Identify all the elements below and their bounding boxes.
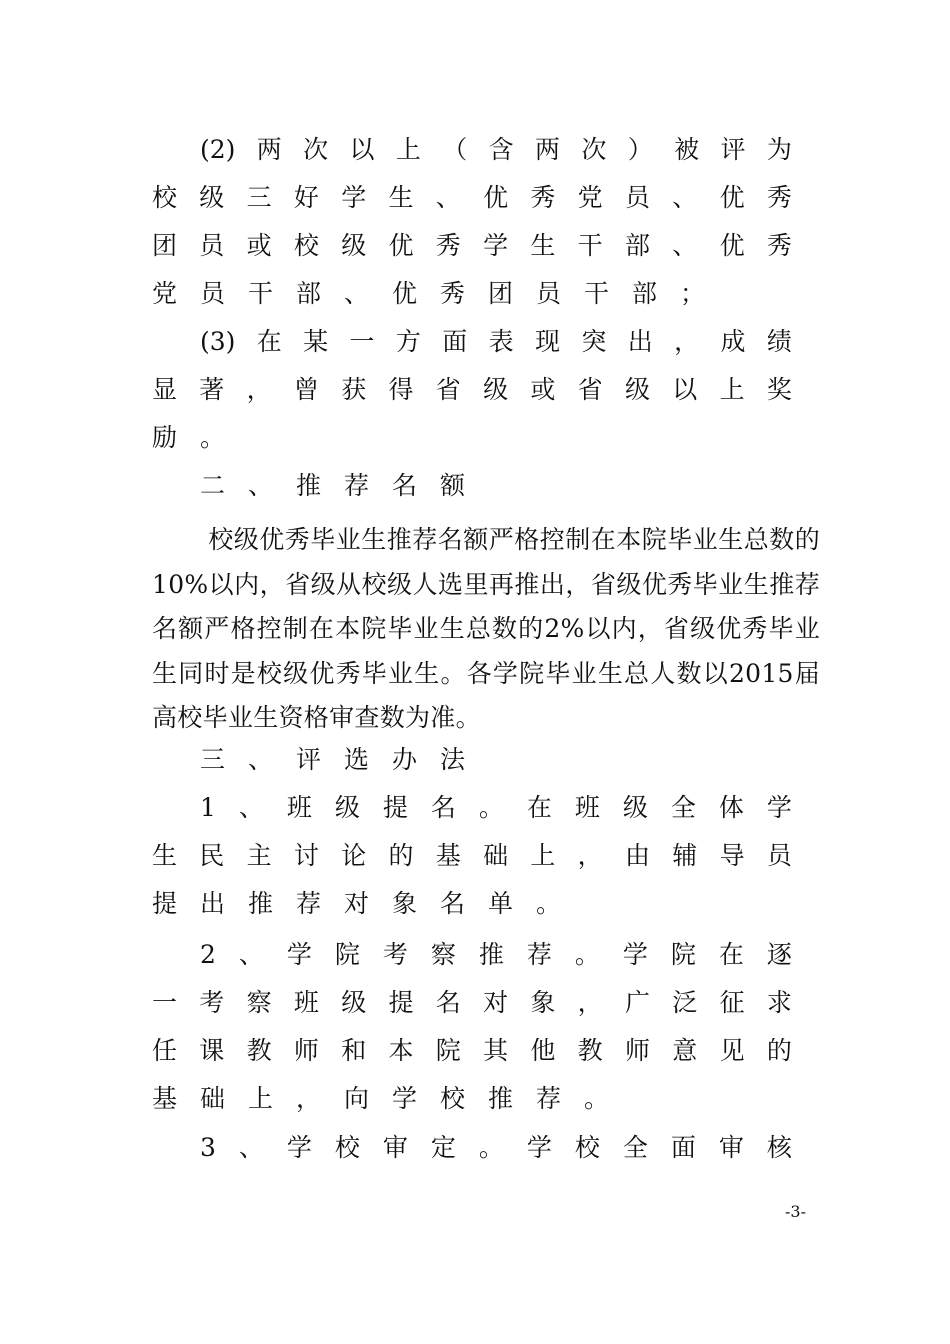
glyph: 。 — [536, 889, 562, 918]
glyph: 曾 — [293, 375, 319, 404]
glyph: 在 — [256, 327, 282, 356]
glyph: 为 — [766, 135, 792, 164]
glyph: (3) — [200, 327, 236, 356]
glyph: 奖 — [766, 375, 792, 404]
text-line — [200, 788, 792, 828]
glyph: 基 — [435, 841, 461, 870]
glyph: 部 — [296, 279, 322, 308]
glyph: 秀 — [766, 183, 792, 212]
page-number: -3- — [785, 1202, 806, 1221]
glyph: 评 — [296, 745, 322, 774]
glyph: 提 — [152, 889, 178, 918]
glyph: 表 — [488, 327, 514, 356]
glyph: 级 — [341, 988, 367, 1017]
glyph: 、 — [672, 231, 698, 260]
glyph: 级 — [199, 183, 225, 212]
glyph: 级 — [624, 375, 650, 404]
glyph: 、 — [672, 183, 698, 212]
glyph: 。 — [584, 1084, 610, 1113]
glyph: 或 — [530, 375, 556, 404]
glyph: 学 — [483, 231, 509, 260]
glyph: 突 — [581, 327, 607, 356]
glyph: 逐 — [766, 940, 792, 969]
glyph: 省 — [577, 375, 603, 404]
glyph: 。 — [478, 793, 504, 822]
glyph: 面 — [670, 1133, 696, 1162]
glyph: 班 — [286, 793, 312, 822]
glyph: 学 — [286, 940, 312, 969]
glyph: 级 — [334, 793, 360, 822]
glyph: 名 — [435, 988, 461, 1017]
glyph: 员 — [624, 183, 650, 212]
glyph: 班 — [293, 988, 319, 1017]
glyph: 全 — [670, 793, 696, 822]
glyph: 生 — [388, 183, 414, 212]
glyph: 象 — [530, 988, 556, 1017]
glyph: 由 — [624, 841, 650, 870]
glyph: 党 — [577, 183, 603, 212]
glyph: 校 — [334, 1133, 360, 1162]
glyph: 某 — [303, 327, 329, 356]
glyph: 广 — [624, 988, 650, 1017]
glyph: 部 — [624, 231, 650, 260]
glyph: 在 — [526, 793, 552, 822]
glyph: 员 — [536, 279, 562, 308]
glyph: 秀 — [530, 183, 556, 212]
glyph: ， — [674, 327, 700, 356]
glyph: 校 — [293, 231, 319, 260]
glyph: 显 — [152, 375, 178, 404]
glyph: 校 — [440, 1084, 466, 1113]
text-line — [200, 322, 792, 362]
glyph: 学 — [286, 1133, 312, 1162]
glyph: 优 — [719, 183, 745, 212]
glyph: 见 — [719, 1036, 745, 1065]
glyph: 础 — [483, 841, 509, 870]
glyph: 单 — [488, 889, 514, 918]
glyph: 对 — [344, 889, 370, 918]
glyph: 党 — [152, 279, 178, 308]
glyph: 评 — [720, 135, 746, 164]
glyph: 在 — [718, 940, 744, 969]
glyph: ， — [577, 988, 603, 1017]
glyph: 员 — [199, 231, 225, 260]
glyph: 荐 — [296, 889, 322, 918]
glyph: 、 — [344, 279, 370, 308]
glyph: 推 — [488, 1084, 514, 1113]
glyph: 上 — [530, 841, 556, 870]
glyph: 次 — [303, 135, 329, 164]
text-line — [200, 1128, 792, 1168]
glyph: 干 — [248, 279, 274, 308]
glyph: 学 — [766, 793, 792, 822]
glyph: 。 — [574, 940, 600, 969]
glyph: 提 — [388, 988, 414, 1017]
glyph: 教 — [577, 1036, 603, 1065]
glyph: 名 — [430, 793, 456, 822]
glyph: 一 — [349, 327, 375, 356]
glyph: 生 — [152, 841, 178, 870]
glyph: 、 — [435, 183, 461, 212]
glyph: 课 — [199, 1036, 225, 1065]
glyph: 任 — [152, 1036, 178, 1065]
glyph: 级 — [622, 793, 648, 822]
glyph: 向 — [344, 1084, 370, 1113]
glyph: 对 — [483, 988, 509, 1017]
text-line — [152, 370, 792, 410]
glyph: 教 — [246, 1036, 272, 1065]
glyph: 校 — [574, 1133, 600, 1162]
glyph: 全 — [622, 1133, 648, 1162]
glyph: 。 — [200, 423, 226, 452]
glyph: 的 — [766, 1036, 792, 1065]
glyph: 、 — [248, 471, 274, 500]
glyph: 基 — [152, 1084, 178, 1113]
glyph: 优 — [719, 231, 745, 260]
glyph: 推 — [296, 471, 322, 500]
glyph: 考 — [382, 940, 408, 969]
glyph: （ — [442, 135, 468, 164]
glyph: 办 — [392, 745, 418, 774]
glyph: 两 — [535, 135, 561, 164]
glyph: 上 — [395, 135, 421, 164]
glyph: ， — [577, 841, 603, 870]
glyph: 员 — [766, 841, 792, 870]
glyph: 上 — [719, 375, 745, 404]
glyph: 以 — [672, 375, 698, 404]
glyph: 求 — [766, 988, 792, 1017]
glyph: 级 — [483, 375, 509, 404]
glyph: 现 — [535, 327, 561, 356]
glyph: 面 — [442, 327, 468, 356]
glyph: 本 — [388, 1036, 414, 1065]
glyph: 1 — [200, 793, 216, 822]
glyph: 察 — [430, 940, 456, 969]
glyph: 校 — [152, 183, 178, 212]
glyph: 好 — [293, 183, 319, 212]
glyph: 或 — [246, 231, 272, 260]
glyph: 两 — [256, 135, 282, 164]
glyph: 生 — [530, 231, 556, 260]
glyph: 荐 — [536, 1084, 562, 1113]
glyph: 院 — [334, 940, 360, 969]
glyph: 民 — [199, 841, 225, 870]
glyph: ， — [296, 1084, 322, 1113]
glyph: 的 — [388, 841, 414, 870]
glyph: (2) — [200, 135, 236, 164]
glyph: 、 — [238, 793, 264, 822]
glyph: 学 — [392, 1084, 418, 1113]
section-heading — [200, 740, 488, 780]
glyph: 院 — [670, 940, 696, 969]
glyph: 定 — [430, 1133, 456, 1162]
glyph: 以 — [349, 135, 375, 164]
text-line — [200, 935, 792, 975]
glyph: 优 — [388, 231, 414, 260]
text-line — [152, 226, 792, 266]
glyph: 出 — [200, 889, 226, 918]
glyph: 员 — [200, 279, 226, 308]
glyph: 秀 — [766, 231, 792, 260]
glyph: 二 — [200, 471, 226, 500]
glyph: 成 — [720, 327, 746, 356]
glyph: 提 — [382, 793, 408, 822]
glyph: 院 — [435, 1036, 461, 1065]
glyph: 他 — [530, 1036, 556, 1065]
glyph: 学 — [341, 183, 367, 212]
glyph: 础 — [200, 1084, 226, 1113]
glyph: ， — [246, 375, 272, 404]
glyph: 导 — [719, 841, 745, 870]
glyph: 、 — [238, 940, 264, 969]
glyph: 三 — [200, 745, 226, 774]
glyph: 团 — [152, 231, 178, 260]
text-line — [152, 884, 584, 924]
glyph: 其 — [483, 1036, 509, 1065]
quota-paragraph-text: 校级优秀毕业生推荐名额严格控制在本院毕业生总数的10%以内，省级从校级人选里再推出，省级优秀毕业生推荐名额严格控制在本院毕业生总数的2%以内，省级优秀毕业生同时是校级优秀毕业生。各学院毕业生总人数以2015届高校毕业生资格审查数为准。 — [152, 525, 820, 732]
glyph: 象 — [392, 889, 418, 918]
glyph: 被 — [674, 135, 700, 164]
glyph: 著 — [199, 375, 225, 404]
text-line — [152, 836, 792, 876]
glyph: 主 — [246, 841, 272, 870]
glyph: ； — [680, 279, 706, 308]
glyph: 推 — [248, 889, 274, 918]
text-line — [200, 130, 792, 170]
glyph: 征 — [719, 988, 745, 1017]
glyph: 2 — [200, 940, 216, 969]
glyph: 优 — [483, 183, 509, 212]
glyph: 审 — [382, 1133, 408, 1162]
glyph: 师 — [624, 1036, 650, 1065]
glyph: 级 — [341, 231, 367, 260]
glyph: 荐 — [526, 940, 552, 969]
glyph: 额 — [440, 471, 466, 500]
text-line — [152, 418, 248, 458]
glyph: 方 — [395, 327, 421, 356]
glyph: 名 — [440, 889, 466, 918]
glyph: 选 — [344, 745, 370, 774]
glyph: 干 — [584, 279, 610, 308]
glyph: 审 — [718, 1133, 744, 1162]
glyph: 含 — [488, 135, 514, 164]
glyph: 讨 — [293, 841, 319, 870]
glyph: 师 — [293, 1036, 319, 1065]
glyph: 。 — [478, 1133, 504, 1162]
glyph: 意 — [672, 1036, 698, 1065]
quota-paragraph — [152, 518, 820, 741]
glyph: 获 — [341, 375, 367, 404]
text-line — [152, 983, 792, 1023]
glyph: 励 — [152, 423, 178, 452]
glyph: 泛 — [672, 988, 698, 1017]
glyph: 论 — [341, 841, 367, 870]
glyph: 绩 — [766, 327, 792, 356]
glyph: 辅 — [672, 841, 698, 870]
glyph: 秀 — [435, 231, 461, 260]
glyph: 学 — [622, 940, 648, 969]
section-heading — [200, 466, 488, 506]
glyph: 三 — [246, 183, 272, 212]
glyph: 学 — [526, 1133, 552, 1162]
glyph: 荐 — [344, 471, 370, 500]
glyph: ） — [627, 135, 653, 164]
glyph: 一 — [152, 988, 178, 1017]
glyph: 体 — [718, 793, 744, 822]
glyph: 、 — [248, 745, 274, 774]
glyph: 秀 — [440, 279, 466, 308]
glyph: 名 — [392, 471, 418, 500]
glyph: 推 — [478, 940, 504, 969]
glyph: 核 — [766, 1133, 792, 1162]
glyph: 察 — [246, 988, 272, 1017]
glyph: 省 — [435, 375, 461, 404]
glyph: 部 — [632, 279, 658, 308]
glyph: 得 — [388, 375, 414, 404]
glyph: 上 — [248, 1084, 274, 1113]
glyph: 干 — [577, 231, 603, 260]
glyph: 法 — [440, 745, 466, 774]
glyph: 出 — [627, 327, 653, 356]
text-line — [152, 274, 728, 314]
glyph: 优 — [392, 279, 418, 308]
text-line — [152, 178, 792, 218]
glyph: 团 — [488, 279, 514, 308]
glyph: 班 — [574, 793, 600, 822]
text-line — [152, 1079, 632, 1119]
glyph: 次 — [581, 135, 607, 164]
glyph: 3 — [200, 1133, 216, 1162]
glyph: 和 — [341, 1036, 367, 1065]
glyph: 、 — [238, 1133, 264, 1162]
text-line — [152, 1031, 792, 1071]
glyph: 考 — [199, 988, 225, 1017]
